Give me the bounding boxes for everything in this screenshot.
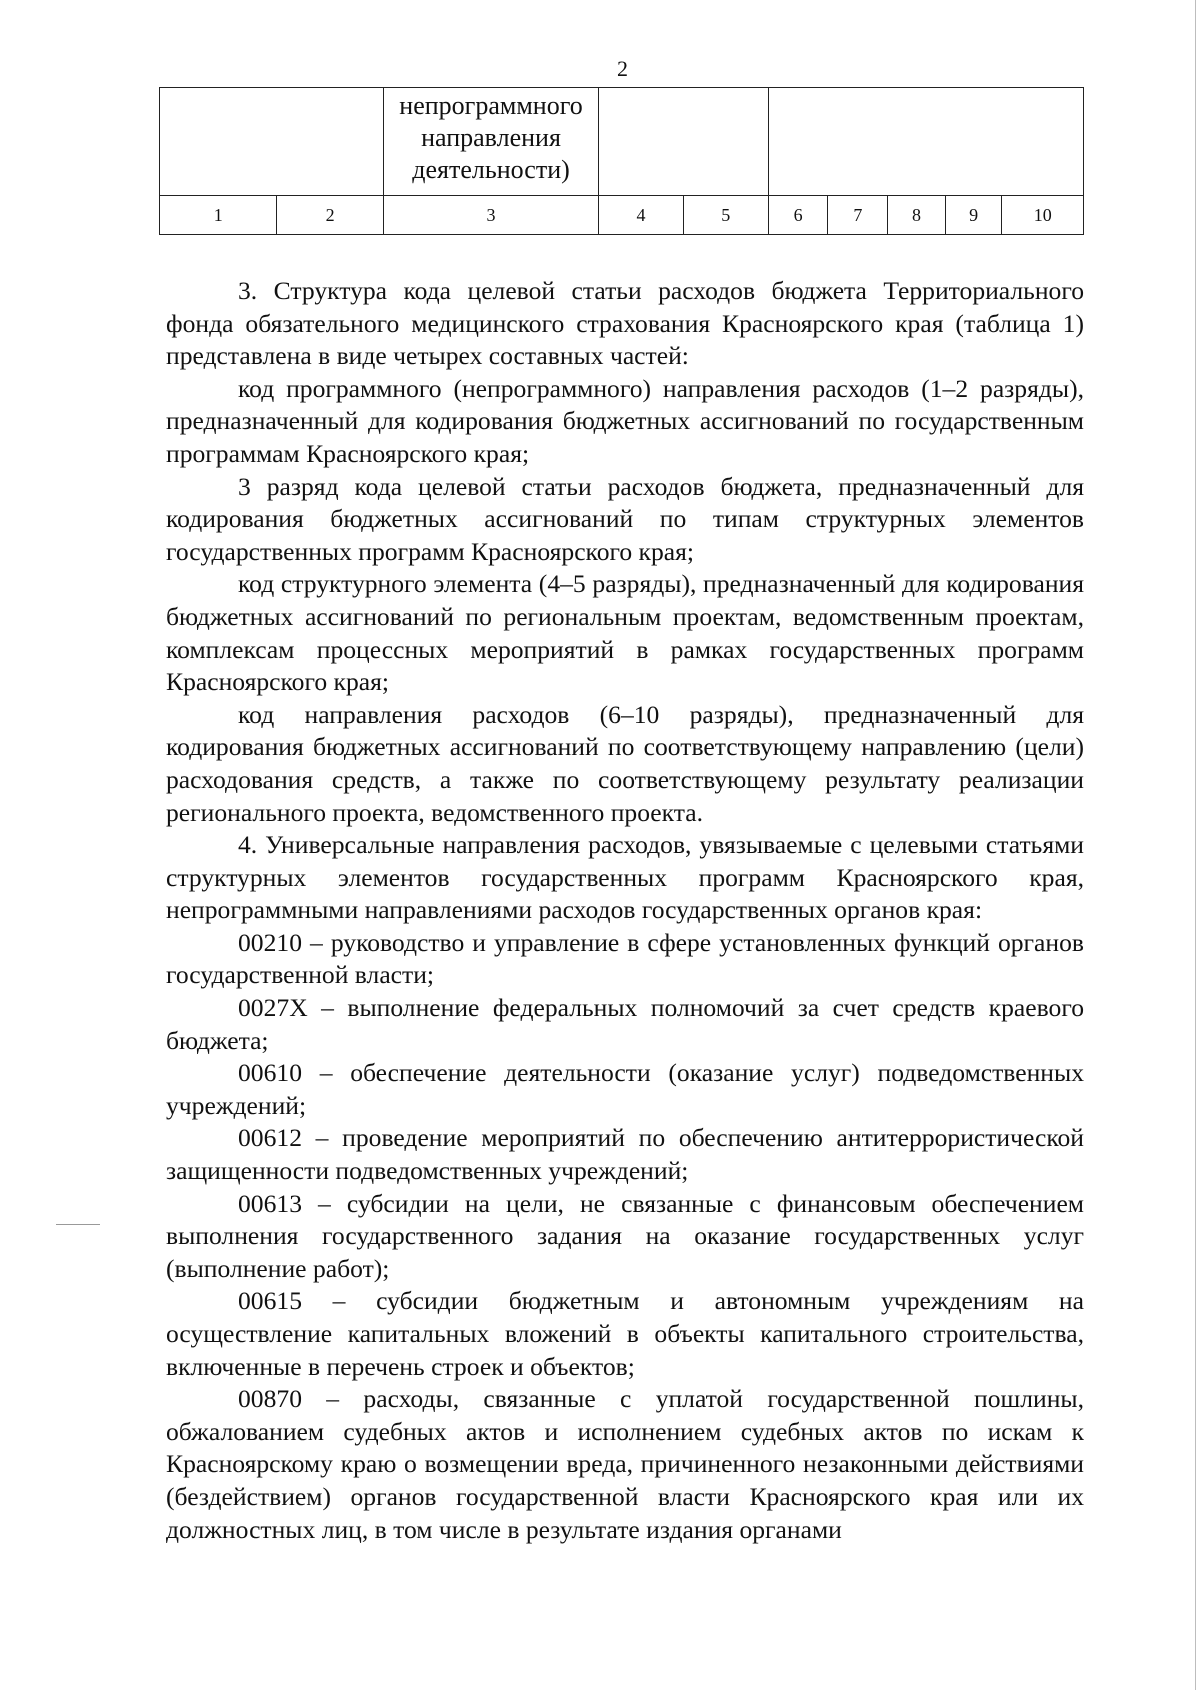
page-number: 2 [617,56,628,81]
code-structure-table [159,87,1084,235]
column-number: 7 [828,196,888,235]
column-number: 6 [768,196,828,235]
paragraph: код направления расходов (6–10 разряды), предназначенный для кодирования бюджетных ассигнований по соответствующему направлению (цели) расходования средств, а также по соответствующему результату реализации регионального проекта, ведомственного проекта. [166,699,1084,827]
column-number: 8 [888,196,946,235]
column-number: 3 [383,196,598,235]
table-cell [768,88,1083,196]
paragraph: 00613 – субсидии на цели, не связанные с финансовым обеспечением выполнения государственного задания на оказание государственных услуг (выполнение работ); [166,1188,1084,1283]
column-number: 10 [1002,196,1084,235]
scan-edge-line [1195,0,1196,1690]
paragraph: 3. Структура кода целевой статьи расходов бюджета Территориального фонда обязательного медицинского страхования Красноярского края (таблица 1) представлена в виде четырех составных частей: [166,276,1084,371]
paragraph: 0027Х – выполнение федеральных полномочий за счет средств краевого бюджета; [166,993,1084,1055]
paragraph: 00210 – руководство и управление в сфере установленных функций органов государственной власти; [166,927,1084,990]
table-cell [160,88,384,196]
column-number: 2 [277,196,384,235]
paragraph: код структурного элемента (4–5 разряды), предназначенный для кодирования бюджетных ассигнований по региональным проектам, ведомственным проектам, комплексам процессных мероприятий в рамках государственных программ Красноярского края; [166,569,1084,697]
paragraph: 3 разряд кода целевой статьи расходов бюджета, предназначенный для кодирования бюджетных ассигнований по типам структурных элементов государственных программ Красноярского края; [166,471,1084,566]
column-number: 1 [160,196,277,235]
paragraph: 00610 – обеспечение деятельности (оказание услуг) подведомственных учреждений; [166,1058,1084,1120]
header-line: деятельности) [412,155,570,184]
header-line: непрограммного [399,91,583,120]
paragraph: 00615 – субсидии бюджетным и автономным учреждениям на осуществление капитальных вложений в объекты капитального строительства, включенные в перечень строек и объектов; [166,1286,1084,1381]
column-number: 5 [683,196,768,235]
table-cell [599,88,769,196]
table-cell-header-fragment [383,88,598,196]
document-body [166,275,1084,1546]
column-number: 4 [599,196,684,235]
header-line: направления [421,123,561,152]
column-number: 9 [945,196,1002,235]
scan-mark [56,1224,100,1225]
paragraph: код программного (непрограммного) направления расходов (1–2 разряды), предназначенный для кодирования бюджетных ассигнований по государственным программам Красноярского края; [166,373,1084,468]
paragraph: 00870 – расходы, связанные с уплатой государственной пошлины, обжалованием судебных актов и исполнением судебных актов по искам к Красноярскому краю о возмещении вреда, причиненного незаконными действиями (бездействием) органов государственной власти Красноярского края или их должностных лиц, в том числе в результате издания органами [166,1384,1084,1544]
paragraph: 00612 – проведение мероприятий по обеспечению антитеррористической защищенности подведомственных учреждений; [166,1123,1084,1186]
table-row [160,88,1084,196]
table-row-column-numbers [160,196,1084,235]
paragraph: 4. Универсальные направления расходов, увязываемые с целевыми статьями структурных элементов государственных программ Красноярского края, непрограммными направлениями расходов государственных органов края: [166,830,1084,925]
